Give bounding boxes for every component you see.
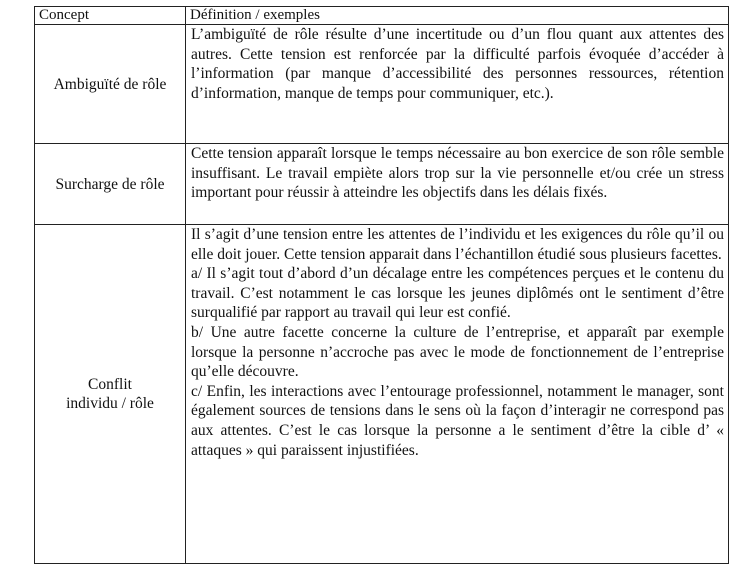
- concept-cell: Ambiguïté de rôle: [35, 25, 186, 144]
- concept-label-line-2: individu / rôle: [66, 395, 154, 412]
- definition-paragraph-a: a/ Il s’agit tout d’abord d’un décalage entre les compétences perçues et le contenu du travail. C’est notamment le cas lorsque les jeunes diplômés ont le sentiment d’être surqualifié par rapport au travail qui leur est confié.: [191, 265, 724, 322]
- concept-label-line-1: Conflit: [88, 376, 132, 393]
- concept-cell: [35, 225, 186, 564]
- definition-cell: [186, 25, 729, 144]
- column-header-definition: Définition / exemples: [186, 7, 729, 25]
- concept-cell: Surcharge de rôle: [35, 144, 186, 225]
- definition-paragraph-intro: Il s’agit d’une tension entre les attentes de l’individu et les exigences du rôle qu’il ou elle doit jouer. Cette tension apparait dans l’échantillon étudié sous plusieurs facettes.: [191, 226, 724, 263]
- table-row: [35, 25, 729, 144]
- column-header-concept: Concept: [35, 7, 186, 25]
- definition-paragraph-b: b/ Une autre facette concerne la culture de l’entreprise, et apparaît par exemple lorsque la personne n’accroche pas avec le mode de fonctionnement de l’entreprise qu’elle découvre.: [191, 323, 724, 381]
- definition-text: L’ambiguïté de rôle résulte d’une incertitude ou d’un flou quant aux attentes des autres. Cette tension est renforcée par la difficulté parfois évoquée d’accéder à l’information (par manque d’accessibilité des personnes ressources, rétention d’information, manque de temps pour communiquer, etc.).: [191, 26, 724, 102]
- table-row: [35, 225, 729, 564]
- concept-definition-table: [34, 6, 729, 564]
- definition-cell: [186, 225, 729, 564]
- definition-paragraph-c: c/ Enfin, les interactions avec l’entourage professionnel, notamment le manager, sont également sources de tensions dans le sens où la façon d’interagir ne correspond pas aux attentes. C’est le cas lorsque la personne a le sentiment d’être la cible d’ « attaques » qui paraissent injustifiées.: [191, 382, 724, 459]
- definition-cell: [186, 144, 729, 225]
- table-header-row: [35, 7, 729, 25]
- definition-text: Cette tension apparaît lorsque le temps nécessaire au bon exercice de son rôle semble insuffisant. Le travail empiète alors trop sur la vie personnelle et/ou crée un stress important pour réussir à atteindre les objectifs dans les délais fixés.: [191, 145, 724, 202]
- table-row: [35, 144, 729, 225]
